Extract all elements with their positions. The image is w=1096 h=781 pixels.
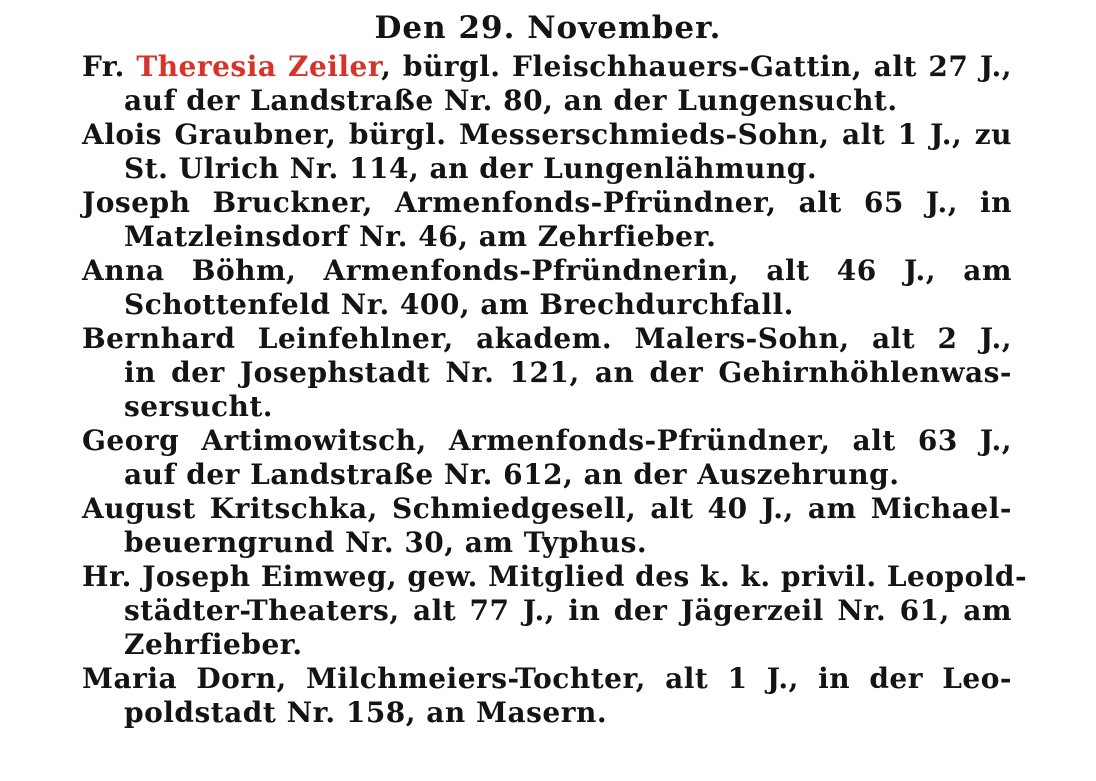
entry-line: St. Ulrich Nr. 114, an der Lungenlähmung. xyxy=(124,152,818,185)
entry-line: städter-Theaters, alt 77 J., in der Jägerzeil Nr. 61, am xyxy=(124,594,1012,627)
death-notice-list xyxy=(82,50,1028,730)
entry-line: sersucht. xyxy=(124,390,274,423)
entry-line: August Kritschka, Schmiedgesell, alt 40 J., am Michael- xyxy=(82,492,1012,525)
entry-line: Joseph Bruckner, Armenfonds-Pfründner, alt 65 J., in xyxy=(82,186,1012,219)
entry-line: Georg Artimowitsch, Armenfonds-Pfründner, alt 63 J., xyxy=(82,424,1012,457)
entry-text: , bürgl. Fleischhauers-Gattin, alt 27 J., xyxy=(381,50,1013,83)
entry-line: Matzleinsdorf Nr. 46, am Zehrfieber. xyxy=(124,220,717,253)
death-entry-zeiler xyxy=(82,50,1012,118)
entry-line: Bernhard Leinfehlner, akadem. Malers-Sohn, alt 2 J., xyxy=(82,322,1012,355)
entry-line: auf der Landstraße Nr. 80, an der Lungensucht. xyxy=(124,84,898,117)
highlighted-name: Theresia Zeiler xyxy=(136,50,382,83)
entry-line: in der Josephstadt Nr. 121, an der Gehirnhöhlenwas- xyxy=(124,356,1012,389)
death-entry-eimweg xyxy=(82,560,1028,662)
entry-line: Anna Böhm, Armenfonds-Pfründnerin, alt 46 J., am xyxy=(82,254,1012,287)
entry-line: Zehrfieber. xyxy=(124,628,303,661)
death-entry-dorn xyxy=(82,662,1012,730)
death-entry-graubner xyxy=(82,118,1012,186)
death-entry-artimowitsch xyxy=(82,424,1012,492)
entry-line: Schottenfeld Nr. 400, am Brechdurchfall. xyxy=(124,288,794,321)
entry-line: beuerngrund Nr. 30, am Typhus. xyxy=(124,526,648,559)
entry-line: Hr. Joseph Eimweg, gew. Mitglied des k. k. privil. Leopold- xyxy=(82,560,1028,593)
entry-line: Alois Graubner, bürgl. Messerschmieds-Sohn, alt 1 J., zu xyxy=(82,118,1012,151)
entry-line: Maria Dorn, Milchmeiers-Tochter, alt 1 J., in der Leo- xyxy=(82,662,1012,695)
entry-line: auf der Landstraße Nr. 612, an der Auszehrung. xyxy=(124,458,900,491)
date-heading: Den 29. November. xyxy=(374,10,722,46)
entry-line: poldstadt Nr. 158, an Masern. xyxy=(124,696,608,729)
title-prefix: Fr. xyxy=(82,50,137,83)
death-entry-leinfehlner xyxy=(82,322,1012,424)
death-entry-bruckner xyxy=(82,186,1012,254)
entry-line xyxy=(82,50,1012,84)
death-entry-boehm xyxy=(82,254,1012,322)
death-entry-kritschka xyxy=(82,492,1012,560)
